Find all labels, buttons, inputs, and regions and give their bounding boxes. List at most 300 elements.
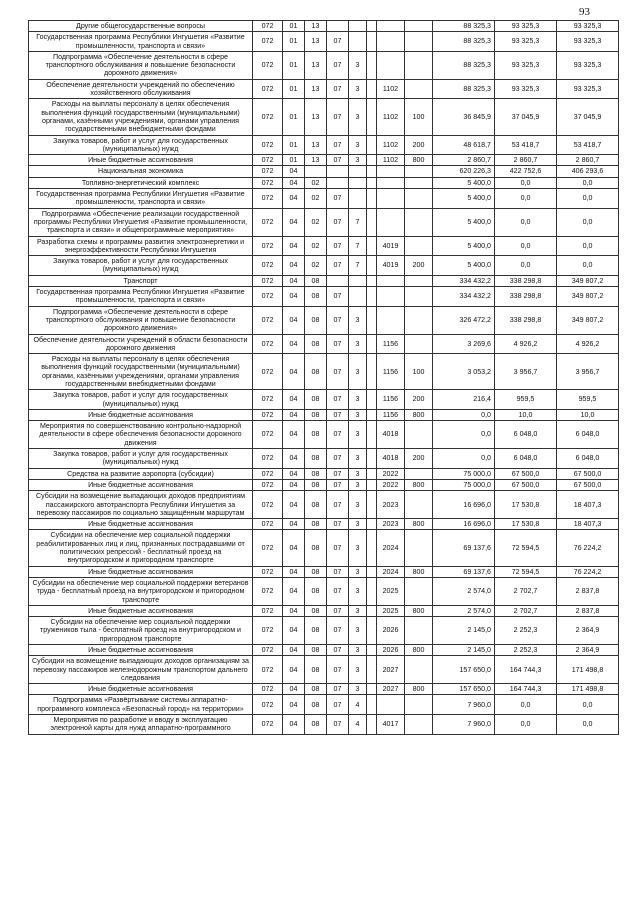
row-name: Субсидии на обеспечение мер социальной поддержки тружеников тыла - бесплатный проезд на внутригородском и пригородном транспорте xyxy=(29,617,253,645)
row-year3: 10,0 xyxy=(557,409,619,420)
row-subprogram: 3 xyxy=(349,468,367,479)
row-pr: 08 xyxy=(305,684,327,695)
row-year1: 3 269,6 xyxy=(433,334,495,354)
row-expense-type xyxy=(405,79,433,99)
row-name: Иные бюджетные ассигнования xyxy=(29,519,253,530)
row-pr: 02 xyxy=(305,256,327,276)
row-rz: 04 xyxy=(283,449,305,469)
row-name: Подпрограмма «Обеспечение деятельности в сфере транспортного обслуживания и повышение безопасности дорожного движения» xyxy=(29,306,253,334)
row-year1: 36 845,9 xyxy=(433,99,495,135)
row-year1: 334 432,2 xyxy=(433,287,495,307)
row-sub2 xyxy=(367,530,377,566)
row-expense-type xyxy=(405,306,433,334)
row-expense-type: 200 xyxy=(405,390,433,410)
row-expense-type xyxy=(405,491,433,519)
row-rz: 04 xyxy=(283,519,305,530)
row-expense-type: 200 xyxy=(405,256,433,276)
row-direction: 4018 xyxy=(377,449,405,469)
row-year3: 6 048,0 xyxy=(557,421,619,449)
row-year2: 93 325,3 xyxy=(495,32,557,52)
row-pr: 13 xyxy=(305,99,327,135)
row-subprogram: 3 xyxy=(349,306,367,334)
row-year2: 17 530,8 xyxy=(495,519,557,530)
row-expense-type xyxy=(405,695,433,715)
row-expense-type: 800 xyxy=(405,479,433,490)
row-ved: 072 xyxy=(253,656,283,684)
row-expense-type: 800 xyxy=(405,519,433,530)
row-pr: 02 xyxy=(305,177,327,188)
row-pr: 08 xyxy=(305,617,327,645)
row-name: Транспорт xyxy=(29,275,253,286)
row-ved: 072 xyxy=(253,695,283,715)
row-year1: 326 472,2 xyxy=(433,306,495,334)
row-year2: 164 744,3 xyxy=(495,684,557,695)
row-direction: 2025 xyxy=(377,605,405,616)
table-row xyxy=(29,656,619,684)
row-year3: 171 498,8 xyxy=(557,684,619,695)
row-pr: 13 xyxy=(305,21,327,32)
row-sub2 xyxy=(367,177,377,188)
row-year3: 67 500,0 xyxy=(557,479,619,490)
row-program: 07 xyxy=(327,334,349,354)
row-rz: 04 xyxy=(283,287,305,307)
row-ved: 072 xyxy=(253,479,283,490)
row-program: 07 xyxy=(327,479,349,490)
row-program: 07 xyxy=(327,51,349,79)
row-sub2 xyxy=(367,135,377,155)
row-year2: 422 752,6 xyxy=(495,166,557,177)
row-direction: 1102 xyxy=(377,155,405,166)
row-year2: 93 325,3 xyxy=(495,51,557,79)
row-year3: 53 418,7 xyxy=(557,135,619,155)
row-expense-type: 800 xyxy=(405,409,433,420)
row-program: 07 xyxy=(327,645,349,656)
row-name: Государственная программа Республики Ингушетия «Развитие промышленности, транспорта и связи» xyxy=(29,189,253,209)
row-program: 07 xyxy=(327,236,349,256)
row-sub2 xyxy=(367,208,377,236)
row-ved: 072 xyxy=(253,334,283,354)
row-year1: 2 145,0 xyxy=(433,645,495,656)
row-name: Обеспечение деятельности учреждений по обеспечению хозяйственного обслуживания xyxy=(29,79,253,99)
row-sub2 xyxy=(367,491,377,519)
row-year1: 75 000,0 xyxy=(433,479,495,490)
row-rz: 04 xyxy=(283,275,305,286)
row-pr: 13 xyxy=(305,51,327,79)
row-subprogram xyxy=(349,32,367,52)
row-direction xyxy=(377,32,405,52)
row-year1: 69 137,6 xyxy=(433,530,495,566)
row-year3: 4 926,2 xyxy=(557,334,619,354)
row-year2: 10,0 xyxy=(495,409,557,420)
row-year3: 2 364,9 xyxy=(557,645,619,656)
row-rz: 04 xyxy=(283,166,305,177)
row-program: 07 xyxy=(327,79,349,99)
row-year1: 2 145,0 xyxy=(433,617,495,645)
row-ved: 072 xyxy=(253,468,283,479)
row-direction: 4017 xyxy=(377,715,405,735)
row-expense-type xyxy=(405,21,433,32)
row-year2: 0,0 xyxy=(495,715,557,735)
table-row xyxy=(29,519,619,530)
row-subprogram: 3 xyxy=(349,617,367,645)
row-expense-type xyxy=(405,468,433,479)
row-year1: 0,0 xyxy=(433,409,495,420)
row-year2: 0,0 xyxy=(495,695,557,715)
row-expense-type xyxy=(405,334,433,354)
row-subprogram: 3 xyxy=(349,421,367,449)
row-year1: 7 960,0 xyxy=(433,695,495,715)
row-direction xyxy=(377,189,405,209)
table-row xyxy=(29,354,619,390)
row-rz: 04 xyxy=(283,306,305,334)
row-rz: 04 xyxy=(283,189,305,209)
row-ved: 072 xyxy=(253,684,283,695)
row-rz: 04 xyxy=(283,409,305,420)
row-program: 07 xyxy=(327,409,349,420)
row-sub2 xyxy=(367,189,377,209)
row-rz: 01 xyxy=(283,99,305,135)
row-subprogram: 7 xyxy=(349,236,367,256)
row-subprogram: 3 xyxy=(349,449,367,469)
table-body xyxy=(29,21,619,735)
row-ved: 072 xyxy=(253,287,283,307)
row-direction xyxy=(377,306,405,334)
row-name: Закупка товаров, работ и услуг для государственных (муниципальных) нужд xyxy=(29,135,253,155)
row-program: 07 xyxy=(327,208,349,236)
row-subprogram: 3 xyxy=(349,409,367,420)
row-name: Закупка товаров, работ и услуг для государственных (муниципальных) нужд xyxy=(29,256,253,276)
row-ved: 072 xyxy=(253,256,283,276)
row-name: Топливно-энергетический комплекс xyxy=(29,177,253,188)
row-year2: 0,0 xyxy=(495,189,557,209)
row-expense-type: 100 xyxy=(405,99,433,135)
row-sub2 xyxy=(367,421,377,449)
row-sub2 xyxy=(367,99,377,135)
row-year1: 88 325,3 xyxy=(433,79,495,99)
row-program xyxy=(327,166,349,177)
row-subprogram: 3 xyxy=(349,530,367,566)
row-year1: 0,0 xyxy=(433,421,495,449)
row-year2: 0,0 xyxy=(495,236,557,256)
row-year2: 338 298,8 xyxy=(495,275,557,286)
table-row xyxy=(29,166,619,177)
row-year1: 7 960,0 xyxy=(433,715,495,735)
row-year3: 349 807,2 xyxy=(557,306,619,334)
row-pr: 08 xyxy=(305,656,327,684)
row-expense-type: 100 xyxy=(405,354,433,390)
row-year1: 75 000,0 xyxy=(433,468,495,479)
row-year2: 2 702,7 xyxy=(495,605,557,616)
row-pr: 08 xyxy=(305,530,327,566)
row-ved: 072 xyxy=(253,421,283,449)
table-row xyxy=(29,334,619,354)
table-row xyxy=(29,449,619,469)
row-direction xyxy=(377,695,405,715)
row-direction xyxy=(377,287,405,307)
row-direction: 2027 xyxy=(377,684,405,695)
table-row xyxy=(29,577,619,605)
row-expense-type xyxy=(405,236,433,256)
row-year1: 5 400,0 xyxy=(433,189,495,209)
row-direction: 2024 xyxy=(377,530,405,566)
row-ved: 072 xyxy=(253,208,283,236)
row-year3: 18 407,3 xyxy=(557,519,619,530)
row-year1: 157 650,0 xyxy=(433,684,495,695)
row-year3: 0,0 xyxy=(557,177,619,188)
row-subprogram: 4 xyxy=(349,715,367,735)
row-rz: 04 xyxy=(283,390,305,410)
row-ved: 072 xyxy=(253,135,283,155)
row-name: Национальная экономика xyxy=(29,166,253,177)
row-pr: 08 xyxy=(305,566,327,577)
row-pr: 13 xyxy=(305,79,327,99)
row-year2: 4 926,2 xyxy=(495,334,557,354)
row-name: Иные бюджетные ассигнования xyxy=(29,566,253,577)
budget-table xyxy=(28,20,619,735)
row-year1: 5 400,0 xyxy=(433,256,495,276)
row-rz: 04 xyxy=(283,617,305,645)
row-year2: 93 325,3 xyxy=(495,79,557,99)
row-name: Государственная программа Республики Ингушетия «Развитие промышленности, транспорта и связи» xyxy=(29,32,253,52)
row-year3: 406 293,6 xyxy=(557,166,619,177)
row-sub2 xyxy=(367,409,377,420)
row-year1: 88 325,3 xyxy=(433,51,495,79)
row-pr: 08 xyxy=(305,306,327,334)
row-subprogram: 4 xyxy=(349,695,367,715)
row-direction: 1102 xyxy=(377,99,405,135)
row-direction: 1102 xyxy=(377,79,405,99)
row-direction: 1102 xyxy=(377,135,405,155)
row-expense-type xyxy=(405,166,433,177)
row-ved: 072 xyxy=(253,99,283,135)
row-subprogram: 7 xyxy=(349,256,367,276)
row-rz: 01 xyxy=(283,135,305,155)
row-sub2 xyxy=(367,275,377,286)
row-year1: 88 325,3 xyxy=(433,32,495,52)
row-rz: 04 xyxy=(283,605,305,616)
row-year3: 93 325,3 xyxy=(557,32,619,52)
row-year1: 2 860,7 xyxy=(433,155,495,166)
row-pr: 08 xyxy=(305,287,327,307)
row-year2: 0,0 xyxy=(495,177,557,188)
row-expense-type xyxy=(405,177,433,188)
row-year3: 37 045,9 xyxy=(557,99,619,135)
row-sub2 xyxy=(367,32,377,52)
row-year3: 67 500,0 xyxy=(557,468,619,479)
row-subprogram: 7 xyxy=(349,208,367,236)
row-subprogram xyxy=(349,287,367,307)
row-name: Расходы на выплаты персоналу в целях обеспечения выполнения функций государственными (муниципальными) органами, казёнными учреждениями, органами управления государственными внебюджетными фондами xyxy=(29,99,253,135)
row-pr: 08 xyxy=(305,479,327,490)
row-program: 07 xyxy=(327,617,349,645)
row-year2: 2 252,3 xyxy=(495,645,557,656)
row-ved: 072 xyxy=(253,306,283,334)
row-ved: 072 xyxy=(253,51,283,79)
row-year2: 37 045,9 xyxy=(495,99,557,135)
row-expense-type xyxy=(405,530,433,566)
row-year1: 16 696,0 xyxy=(433,519,495,530)
table-row xyxy=(29,99,619,135)
row-rz: 04 xyxy=(283,684,305,695)
row-ved: 072 xyxy=(253,566,283,577)
row-subprogram: 3 xyxy=(349,491,367,519)
row-direction xyxy=(377,208,405,236)
row-direction xyxy=(377,177,405,188)
row-year1: 157 650,0 xyxy=(433,656,495,684)
row-year3: 18 407,3 xyxy=(557,491,619,519)
row-ved: 072 xyxy=(253,617,283,645)
row-rz: 04 xyxy=(283,421,305,449)
row-sub2 xyxy=(367,577,377,605)
row-year3: 349 807,2 xyxy=(557,287,619,307)
table-row xyxy=(29,51,619,79)
row-subprogram: 3 xyxy=(349,577,367,605)
row-expense-type xyxy=(405,208,433,236)
row-year2: 72 594,5 xyxy=(495,530,557,566)
row-program xyxy=(327,177,349,188)
row-year3: 2 837,8 xyxy=(557,605,619,616)
row-year1: 5 400,0 xyxy=(433,208,495,236)
row-ved: 072 xyxy=(253,390,283,410)
row-expense-type: 800 xyxy=(405,605,433,616)
row-pr: 08 xyxy=(305,695,327,715)
row-year2: 2 860,7 xyxy=(495,155,557,166)
row-program: 07 xyxy=(327,530,349,566)
row-year3: 2 364,9 xyxy=(557,617,619,645)
row-name: Иные бюджетные ассигнования xyxy=(29,605,253,616)
row-subprogram: 3 xyxy=(349,519,367,530)
table-row xyxy=(29,208,619,236)
table-row xyxy=(29,566,619,577)
row-program: 07 xyxy=(327,519,349,530)
row-year2: 53 418,7 xyxy=(495,135,557,155)
row-program: 07 xyxy=(327,695,349,715)
row-program: 07 xyxy=(327,256,349,276)
row-expense-type xyxy=(405,617,433,645)
row-year3: 2 837,8 xyxy=(557,577,619,605)
row-ved: 072 xyxy=(253,236,283,256)
row-program xyxy=(327,21,349,32)
row-subprogram: 3 xyxy=(349,334,367,354)
row-year1: 88 325,3 xyxy=(433,21,495,32)
row-pr: 08 xyxy=(305,449,327,469)
row-subprogram xyxy=(349,177,367,188)
row-pr: 08 xyxy=(305,468,327,479)
row-pr xyxy=(305,166,327,177)
row-sub2 xyxy=(367,236,377,256)
row-subprogram: 3 xyxy=(349,479,367,490)
row-program: 07 xyxy=(327,287,349,307)
row-direction xyxy=(377,51,405,79)
row-year3: 0,0 xyxy=(557,208,619,236)
row-year3: 76 224,2 xyxy=(557,566,619,577)
row-expense-type: 200 xyxy=(405,449,433,469)
row-subprogram: 3 xyxy=(349,155,367,166)
row-program: 07 xyxy=(327,715,349,735)
row-expense-type xyxy=(405,715,433,735)
row-direction: 1156 xyxy=(377,409,405,420)
row-pr: 08 xyxy=(305,491,327,519)
row-year1: 2 574,0 xyxy=(433,605,495,616)
table-row xyxy=(29,617,619,645)
row-rz: 04 xyxy=(283,656,305,684)
row-subprogram xyxy=(349,189,367,209)
row-ved: 072 xyxy=(253,177,283,188)
row-name: Обеспечение деятельности учреждений в области безопасности дорожного движения xyxy=(29,334,253,354)
table-row xyxy=(29,21,619,32)
row-sub2 xyxy=(367,479,377,490)
row-year3: 959,5 xyxy=(557,390,619,410)
row-pr: 08 xyxy=(305,715,327,735)
row-program xyxy=(327,275,349,286)
row-rz: 04 xyxy=(283,566,305,577)
row-pr: 08 xyxy=(305,409,327,420)
row-subprogram xyxy=(349,166,367,177)
row-year3: 3 956,7 xyxy=(557,354,619,390)
row-ved: 072 xyxy=(253,645,283,656)
row-ved: 072 xyxy=(253,79,283,99)
row-subprogram: 3 xyxy=(349,605,367,616)
row-name: Мероприятия по совершенствованию контрольно-надзорной деятельности в сфере обеспечения безопасности дорожного движения xyxy=(29,421,253,449)
row-subprogram xyxy=(349,275,367,286)
row-name: Средства на развитие аэропорта (субсидии) xyxy=(29,468,253,479)
table-row xyxy=(29,256,619,276)
row-sub2 xyxy=(367,695,377,715)
row-program: 07 xyxy=(327,656,349,684)
row-expense-type: 800 xyxy=(405,645,433,656)
row-name: Мероприятия по разработке и вводу в эксплуатацию электронной карты для нужд аппаратно-программного xyxy=(29,715,253,735)
row-program: 07 xyxy=(327,577,349,605)
row-expense-type xyxy=(405,32,433,52)
row-subprogram: 3 xyxy=(349,135,367,155)
row-expense-type xyxy=(405,287,433,307)
row-subprogram: 3 xyxy=(349,79,367,99)
row-rz: 01 xyxy=(283,21,305,32)
row-name: Субсидии на возмещение выпадающих доходов предприятиям пассажирского автотранспорта Республики Ингушетия за перевозку пассажиров по социально защищённым маршрутам xyxy=(29,491,253,519)
row-rz: 01 xyxy=(283,51,305,79)
row-rz: 04 xyxy=(283,468,305,479)
row-year2: 338 298,8 xyxy=(495,306,557,334)
row-program: 07 xyxy=(327,354,349,390)
row-sub2 xyxy=(367,566,377,577)
row-direction: 2027 xyxy=(377,656,405,684)
row-rz: 04 xyxy=(283,354,305,390)
row-rz: 04 xyxy=(283,715,305,735)
row-sub2 xyxy=(367,715,377,735)
row-sub2 xyxy=(367,519,377,530)
row-subprogram: 3 xyxy=(349,51,367,79)
row-sub2 xyxy=(367,449,377,469)
row-year2: 67 500,0 xyxy=(495,468,557,479)
row-pr: 08 xyxy=(305,577,327,605)
row-name: Иные бюджетные ассигнования xyxy=(29,645,253,656)
row-year2: 338 298,8 xyxy=(495,287,557,307)
row-year2: 17 530,8 xyxy=(495,491,557,519)
row-name: Закупка товаров, работ и услуг для государственных (муниципальных) нужд xyxy=(29,449,253,469)
table-row xyxy=(29,479,619,490)
row-sub2 xyxy=(367,656,377,684)
row-sub2 xyxy=(367,79,377,99)
row-name: Закупка товаров, работ и услуг для государственных (муниципальных) нужд xyxy=(29,390,253,410)
row-ved: 072 xyxy=(253,491,283,519)
row-pr: 08 xyxy=(305,354,327,390)
row-rz: 04 xyxy=(283,645,305,656)
table-row xyxy=(29,645,619,656)
row-name: Другие общегосударственные вопросы xyxy=(29,21,253,32)
table-row xyxy=(29,177,619,188)
row-ved: 072 xyxy=(253,409,283,420)
row-name: Расходы на выплаты персоналу в целях обеспечения выполнения функций государственными (муниципальными) органами, казёнными учреждениями, органами управления государственными внебюджетными фондами xyxy=(29,354,253,390)
